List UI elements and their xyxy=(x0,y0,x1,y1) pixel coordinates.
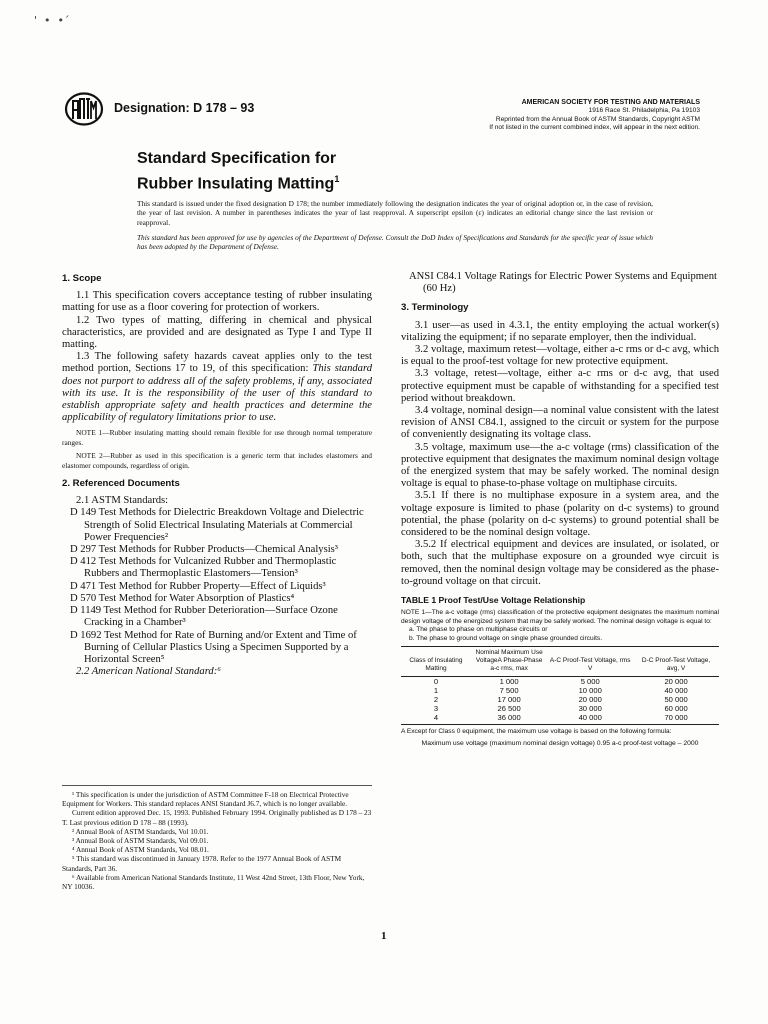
para-3-3: 3.3 voltage, retest—voltage, either a-c rms or d-c avg, that used protective equipment must be capable of withstanding for a specified test period without breakdown. xyxy=(401,368,719,404)
footnote-3: ³ Annual Book of ASTM Standards, Vol 09.01. xyxy=(72,836,209,846)
cell-use: 1 000 xyxy=(499,676,519,686)
cell-dc: 70 000 xyxy=(633,713,719,725)
cell-use: 26 500 xyxy=(497,703,521,713)
col-header-use-voltage: Nominal Maximum Use VoltageA Phase-Phase a-c rms, max xyxy=(471,646,547,676)
approval-statement: This standard has been approved for use by agencies of the Department of Defense. Consult the DoD Index of Specifications and Standards for the specific year of issue which has been adopted by the Department of Defense. xyxy=(137,232,653,252)
page-number: 1 xyxy=(381,930,387,942)
footnotes xyxy=(62,785,372,891)
ref-d1149: D 1149 Test Method for Rubber Deterioration—Surface Ozone Cracking in a Chamber³ xyxy=(70,605,338,629)
col-header-class: Class of Insulating Matting xyxy=(401,646,471,676)
note-1: NOTE 1—Rubber insulating matting should remain flexible for use through normal temperature ranges. xyxy=(62,428,372,447)
table-row xyxy=(401,704,719,713)
ref-d570: D 570 Test Method for Water Absorption of Plastics⁴ xyxy=(70,592,295,604)
footnote-2: ² Annual Book of ASTM Standards, Vol 10.01. xyxy=(72,826,209,836)
listing-line: If not listed in the current combined index, will appear in the next edition. xyxy=(489,124,700,132)
cell-use: 7 500 xyxy=(499,685,519,695)
table-title: TABLE 1 Proof Test/Use Voltage Relationship xyxy=(401,595,586,606)
footnote-5: ⁵ This standard was discontinued in January 1978. Refer to the 1977 Annual Book of ASTM Standards, Part 36. xyxy=(62,854,342,873)
table-row xyxy=(401,713,719,725)
title-line-1: Standard Specification for xyxy=(137,150,337,167)
cell-class: 4 xyxy=(401,713,471,725)
voltage-table xyxy=(401,646,719,725)
ref-d412: D 412 Test Methods for Vulcanized Rubber and Thermoplastic Rubbers and Thermoplastic Elastomers—Tension³ xyxy=(70,556,337,580)
left-column xyxy=(62,271,372,678)
referenced-documents-heading: 2. Referenced Documents xyxy=(62,478,180,490)
right-column xyxy=(401,271,719,749)
para-3-1: 3.1 user—as used in 4.3.1, the entity employing the actual worker(s) vitalizing the equipment; if no separate employer, then the individual. xyxy=(401,319,719,343)
scan-marks: ' • •ˊ xyxy=(34,14,70,27)
para-3-5-1: 3.5.1 If there is no multiphase exposure in a system area, and the voltage exposure is limited to phase (polarity on d-c systems) to ground potential, the phase (polarity on d-c systems) to ground potential shall be considered to be the nominal design voltage. xyxy=(401,490,719,539)
note-2: NOTE 2—Rubber as used in this specification is a generic term that includes elastomers and elastomer compounds, regardless of origin. xyxy=(62,451,372,470)
cell-use: 36 000 xyxy=(471,713,547,725)
cell-class: 1 xyxy=(433,685,439,695)
cell-ac: 5 000 xyxy=(580,676,600,686)
para-1-3-lead: 1.3 The following safety hazards caveat applies only to the test method portion, Sections 17 to 19, of this specification: xyxy=(62,351,372,375)
cell-ac: 40 000 xyxy=(547,713,633,725)
footnote-4: ⁴ Annual Book of ASTM Standards, Vol 08.01. xyxy=(72,845,209,855)
cell-ac: 30 000 xyxy=(578,703,602,713)
footnote-edition: Current edition approved Dec. 15, 1993. Published February 1994. Originally published as D 178 – 23 T. Last previous edition D 178 – 88 (1993). xyxy=(62,808,372,827)
ref-d471: D 471 Test Method for Rubber Property—Effect of Liquids³ xyxy=(70,580,326,592)
cell-class: 0 xyxy=(433,676,439,686)
para-3-4: 3.4 voltage, nominal design—a nominal value consistent with the latest revision of ANSI C84.1, assigned to the circuit or system for the purpose of conveniently designating its voltage class. xyxy=(401,405,719,441)
ref-ansi-c84: ANSI C84.1 Voltage Ratings for Electric Power Systems and Equipment (60 Hz) xyxy=(409,271,717,295)
para-3-5: 3.5 voltage, maximum use—the a-c voltage (rms) classification of the protective equipment that designates the maximum nominal design voltage of the energized system that may be safely worked. The nominal design voltage is equal to phase-to-phase voltage on multiphase circuits. xyxy=(401,441,719,490)
astm-logo-icon xyxy=(64,92,104,126)
society-name: AMERICAN SOCIETY FOR TESTING AND MATERIALS xyxy=(521,99,700,106)
footnote-1: ¹ This specification is under the jurisdiction of ASTM Committee F-18 on Electrical Protective Equipment for Workers. This standard replaces ANSI Standard J6.7, which is no longer available. xyxy=(62,790,349,809)
cell-class: 3 xyxy=(433,703,439,713)
title-line-2: Rubber Insulating Matting xyxy=(137,175,335,193)
ref-d297: D 297 Test Methods for Rubber Products—Chemical Analysis³ xyxy=(70,544,338,556)
reprint-line: Reprinted from the Annual Book of ASTM Standards, Copyright ASTM xyxy=(495,115,700,123)
safety-caveat: This standard does not purport to address all of the safety problems, if any, associated with its use. It is the responsibility of the user of this standard to establish appropriate safety and health practices and determine the applicability of regulatory limitations prior to use. xyxy=(62,363,372,424)
document-title xyxy=(137,148,339,194)
col-header-dc-proof: D-C Proof-Test Voltage, avg, V xyxy=(633,646,719,676)
para-3-2: 3.2 voltage, maximum retest—voltage, either a-c rms or d-c avg, which is equal to the proof-test voltage for new protective equipment. xyxy=(401,344,719,368)
issue-statement: This standard is issued under the fixed designation D 178; the number immediately following the designation indicates the year of original adoption or, in the case of revision, the year of last revision. A number in parentheses indicates the year of last reapproval. A superscript epsilon (ε) indicates an editorial change since the last revision or reapproval. xyxy=(137,199,653,227)
cell-dc: 60 000 xyxy=(664,703,688,713)
title-footnote-mark: 1 xyxy=(334,174,340,184)
society-block xyxy=(489,99,700,133)
ref-d1692: D 1692 Test Method for Rate of Burning and/or Extent and Time of Burning of Cellular Plastics Using a Specimen Supported by a Horizontal Screen⁵ xyxy=(70,629,357,665)
para-1-3 xyxy=(62,351,372,424)
table-footnote-a: A Except for Class 0 equipment, the maximum use voltage is based on the following formula: xyxy=(401,727,672,735)
cell-dc: 50 000 xyxy=(664,694,688,704)
cell-class: 2 xyxy=(433,694,439,704)
cell-ac: 20 000 xyxy=(578,694,602,704)
society-address: 1916 Race St. Philadelphia, Pa 19103 xyxy=(588,107,700,115)
para-1-1: 1.1 This specification covers acceptance testing of rubber insulating matting for use as a floor covering for protection of workers. xyxy=(62,290,372,314)
col-header-ac-proof: A-C Proof-Test Voltage, rms V xyxy=(547,646,633,676)
table-note-b: b. The phase to ground voltage on single phase grounded circuits. xyxy=(409,634,603,642)
table-row xyxy=(401,676,719,686)
table-row xyxy=(401,695,719,704)
para-3-5-2: 3.5.2 If electrical equipment and devices are insulated, or isolated, or both, such that the multiphase exposure on a grounded wye circuit is removed, then the nominal design voltage may be considered as the phase-to-ground voltage on that circuit. xyxy=(401,539,719,587)
cell-dc: 40 000 xyxy=(664,685,688,695)
preamble xyxy=(137,199,653,257)
cell-dc: 20 000 xyxy=(664,676,688,686)
table-row xyxy=(401,686,719,695)
para-1-2: 1.2 Two types of matting, differing in chemical and physical characteristics, are provided and are designated as Type I and Type II matting. xyxy=(62,314,372,351)
designation: Designation: D 178 – 93 xyxy=(114,101,255,115)
para-2-1: 2.1 ASTM Standards: xyxy=(76,495,169,507)
table-formula: Maximum use voltage (maximum nominal design voltage) 0.95 a-c proof-test voltage – 2000 xyxy=(421,740,699,748)
cell-ac: 10 000 xyxy=(578,685,602,695)
table-note: NOTE 1—The a-c voltage (rms) classification of the protective equipment designates the maximum nominal design voltage of the energized system that may be safely worked. The nominal design voltage is equal to: xyxy=(401,609,719,625)
terminology-heading: 3. Terminology xyxy=(401,302,469,314)
para-2-2: 2.2 American National Standard:⁶ xyxy=(76,666,221,678)
footnote-6: ⁶ Available from American National Standards Institute, 11 West 42nd Street, 13th Floor, New York, NY 10036. xyxy=(62,872,365,892)
scope-heading: 1. Scope xyxy=(62,273,102,284)
table-note-a: a. The phase to phase on multiphase circuits or xyxy=(409,626,548,634)
ref-d149: D 149 Test Methods for Dielectric Breakdown Voltage and Dielectric Strength of Solid Electrical Insulating Materials at Commercial Power Frequencies² xyxy=(70,507,364,543)
cell-use: 17 000 xyxy=(497,694,521,704)
